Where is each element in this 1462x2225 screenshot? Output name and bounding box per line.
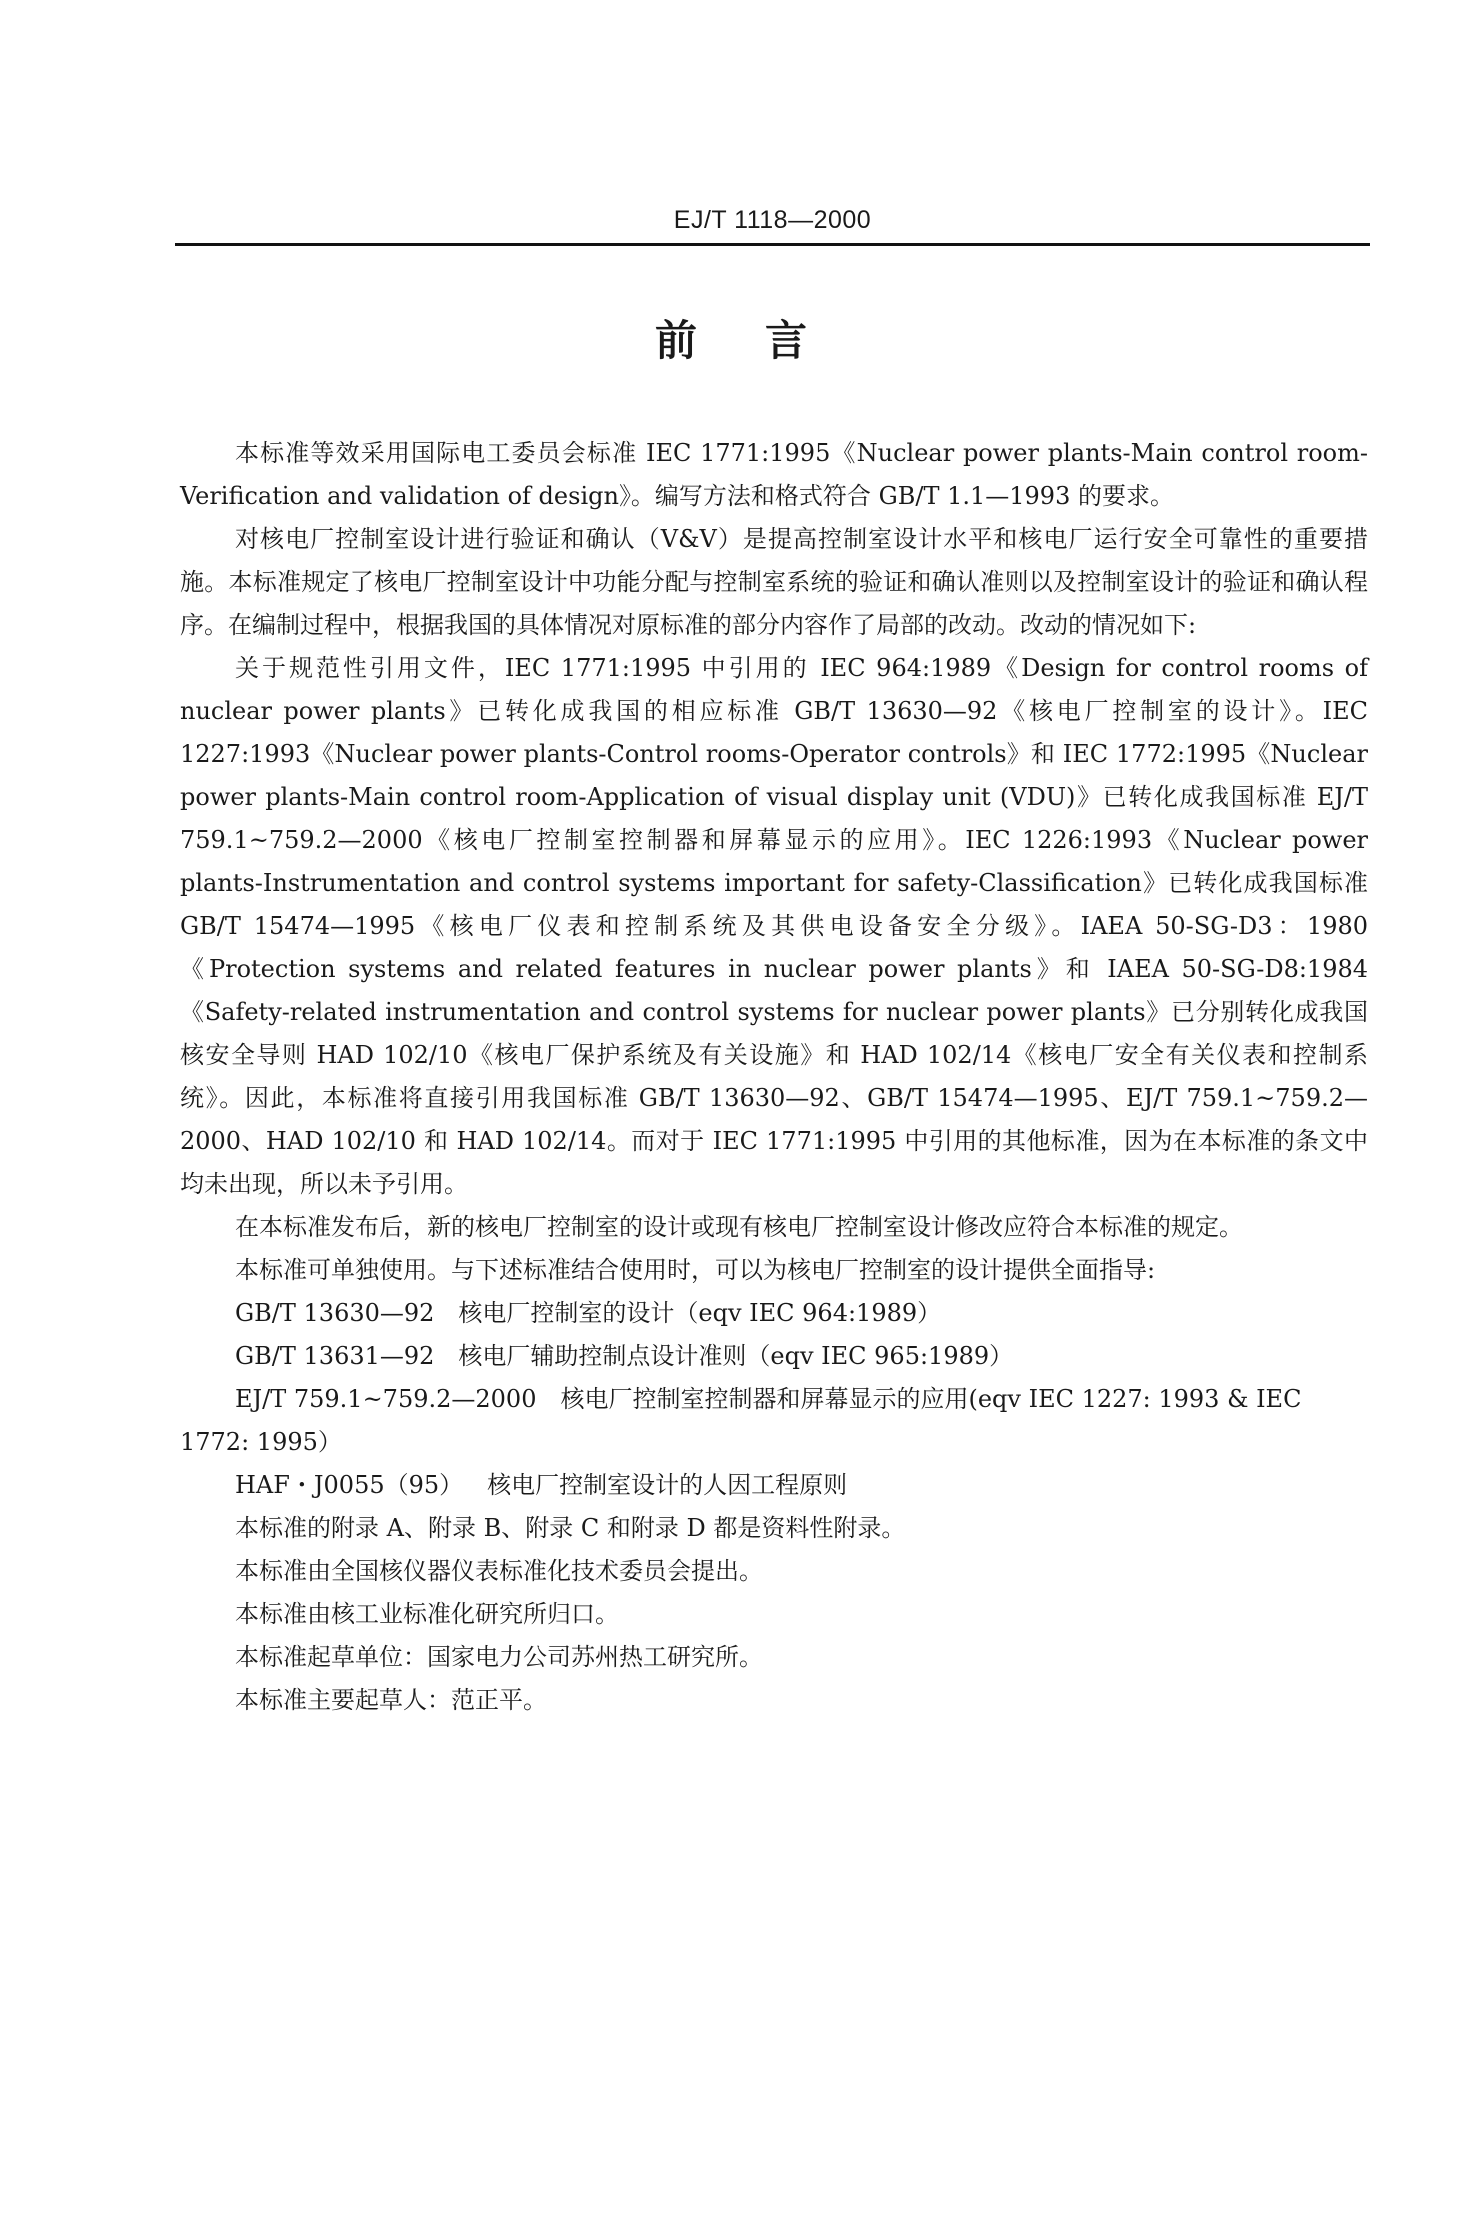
reference-item — [180, 1335, 1368, 1378]
reference-item — [180, 1378, 1368, 1464]
closing-drafter: 本标准主要起草人：范正平。 — [235, 1686, 547, 1714]
reference-code: GB/T 13631—92 — [235, 1342, 435, 1370]
page-title: 前言 — [654, 316, 875, 365]
header-rule — [175, 243, 1370, 246]
closing-administered-by: 本标准由核工业标准化研究所归口。 — [235, 1600, 619, 1628]
standard-code: EJ/T 1118—2000 — [673, 206, 872, 234]
paragraph-applicability: 在本标准发布后，新的核电厂控制室的设计或现有核电厂控制室设计修改应符合本标准的规定。 — [235, 1213, 1243, 1241]
reference-title: 核电厂辅助控制点设计准则（eqv IEC 965:1989） — [458, 1342, 1014, 1370]
paragraph-purpose: 对核电厂控制室设计进行验证和确认（V&V）是提高控制室设计水平和核电厂运行安全可靠性的重要措施。本标准规定了核电厂控制室设计中功能分配与控制室系统的验证和确认准则以及控制室设计的验证和确认程序。在编制过程中，根据我国的具体情况对原标准的部分内容作了局部的改动。改动的情况如下: — [180, 525, 1368, 639]
paragraph-usage: 本标准可单独使用。与下述标准结合使用时，可以为核电厂控制室的设计提供全面指导: — [235, 1256, 1156, 1284]
reference-title: 核电厂控制室控制器和屏幕显示的应用(eqv IEC 1227: 1993 & IEC 1772: 1995） — [180, 1385, 1302, 1456]
reference-code: HAF・J0055（95） — [235, 1471, 464, 1499]
reference-title: 核电厂控制室设计的人因工程原则 — [487, 1471, 848, 1499]
reference-code: EJ/T 759.1~759.2—2000 — [235, 1385, 537, 1413]
reference-item — [180, 1464, 1368, 1507]
closing-drafting-unit: 本标准起草单位：国家电力公司苏州热工研究所。 — [235, 1643, 763, 1671]
paragraph-adoption: 本标准等效采用国际电工委员会标准 IEC 1771:1995《Nuclear power plants-Main control room-Verification and validation of design》。编写方法和格式符合 GB/T 1.1—1993 的要求。 — [180, 439, 1368, 510]
paragraph-normative-references: 关于规范性引用文件，IEC 1771:1995 中引用的 IEC 964:1989《Design for control rooms of nuclear power plants》已转化成我国的相应标准 GB/T 13630—92《核电厂控制室的设计》。IEC 1227:1993《Nuclear power plants-Control rooms-Operator controls》和 IEC 1772:1995《Nuclear power plants-Main control room-Application of visual display unit (VDU)》已转化成我国标准 EJ/T 759.1~759.2—2000《核电厂控制室控制器和屏幕显示的应用》。IEC 1226:1993《Nuclear power plants-Instrumentation and control systems important for safety-Classification》已转化成我国标准 GB/T 15474—1995《核电厂仪表和控制系统及其供电设备安全分级》。IAEA 50-SG-D3：1980《Protection systems and related features in nuclear power plants》和 IAEA 50-SG-D8:1984《Safety-related instrumentation and control systems for nuclear power plants》已分别转化成我国核安全导则 HAD 102/10《核电厂保护系统及有关设施》和 HAD 102/14《核电厂安全有关仪表和控制系统》。因此，本标准将直接引用我国标准 GB/T 13630—92、GB/T 15474—1995、EJ/T 759.1~759.2—2000、HAD 102/10 和 HAD 102/14。而对于 IEC 1771:1995 中引用的其他标准，因为在本标准的条文中均未出现，所以未予引用。 — [180, 654, 1368, 1198]
closing-appendix-note: 本标准的附录 A、附录 B、附录 C 和附录 D 都是资料性附录。 — [235, 1514, 906, 1542]
reference-title: 核电厂控制室的设计（eqv IEC 964:1989） — [458, 1299, 942, 1327]
reference-item — [180, 1292, 1368, 1335]
closing-proposed-by: 本标准由全国核仪器仪表标准化技术委员会提出。 — [235, 1557, 763, 1585]
foreword-body — [180, 432, 1368, 1722]
reference-code: GB/T 13630—92 — [235, 1299, 435, 1327]
reference-list — [180, 1292, 1368, 1507]
page-header — [175, 200, 1370, 250]
